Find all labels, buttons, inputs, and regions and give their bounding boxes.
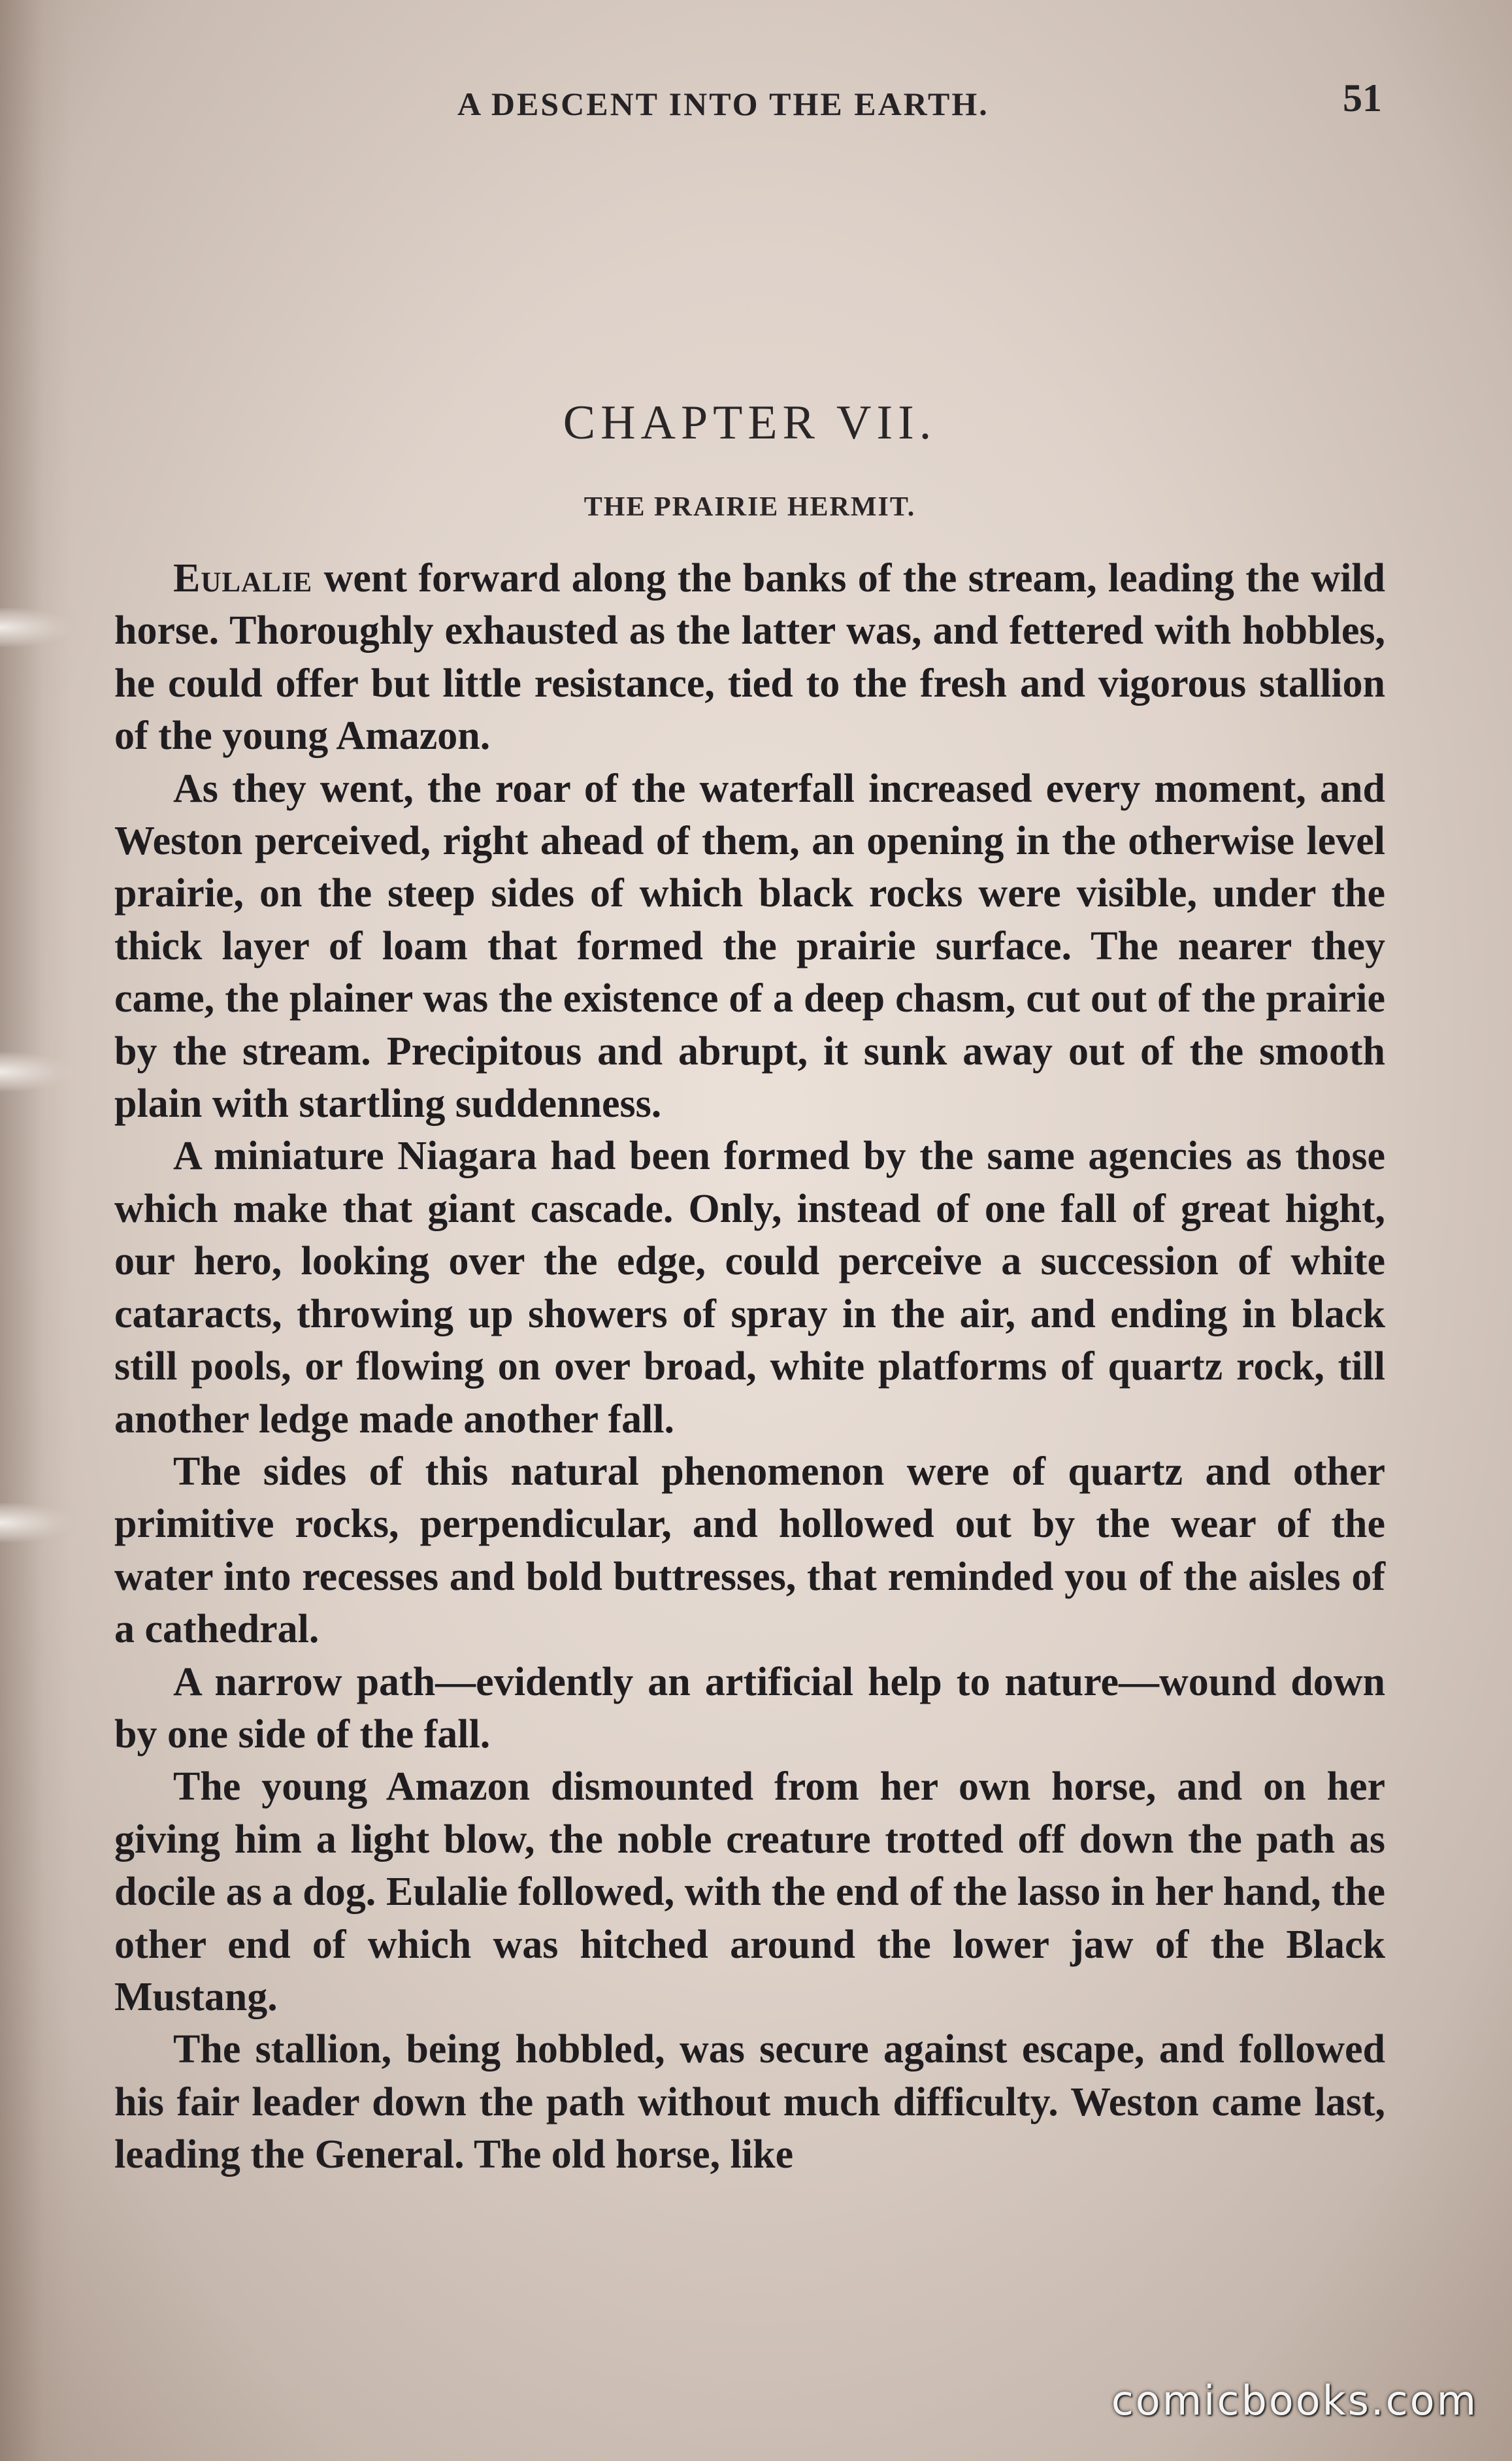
paragraph: The sides of this natural phenomenon were of quartz and other primitive rocks, perpendicular, and hollowed out by the wear of the water into recesses and bold buttresses, that reminded you of the aisles of a cathedral.	[114, 1449, 1385, 1652]
page-tear-mark	[0, 1503, 72, 1542]
page-tear-mark	[0, 1052, 72, 1091]
paragraph: The stallion, being hobbled, was secure against escape, and followed his fair leader down the path without much difficulty. Weston came last, leading the General. The old horse, like	[114, 2027, 1385, 2177]
chapter-title: CHAPTER VII.	[563, 396, 937, 450]
paragraph-text: went forward along the banks of the stream, leading the wild horse. Thoroughly exhausted as the latter was, and fettered with hobbles, he could offer but little resistance, tied to the fresh and vigorous stallion of the young Amazon.	[114, 556, 1385, 759]
paragraph: A narrow path—evidently an artificial help to nature—wound down by one side of the fall.	[114, 1659, 1385, 1757]
running-head: A DESCENT INTO THE EARTH.	[457, 86, 989, 122]
page-header	[118, 73, 1382, 132]
paragraph-lead-word: Eulalie	[173, 556, 313, 601]
chapter-subtitle: THE PRAIRIE HERMIT.	[583, 492, 916, 522]
paragraph: As they went, the roar of the waterfall increased every moment, and Weston perceived, right ahead of them, an opening in the otherwise level prairie, on the steep sides of which black rocks were visible, under the thick layer of loam that formed the prairie surface. The nearer they came, the plainer was the existence of a deep chasm, cut out of the prairie by the stream. Precipitous and abrupt, it sunk away out of the smooth plain with startling suddenness.	[114, 766, 1385, 1127]
page-edge-shadow	[0, 0, 72, 2461]
paragraph: The young Amazon dismounted from her own horse, and on her giving him a light blow, the noble creature trotted off down the path as docile as a dog. Eulalie followed, with the end of the lasso in her hand, the other end of which was hitched around the lower jaw of the Black Mustang.	[114, 1764, 1385, 2019]
paragraph: A miniature Niagara had been formed by the same agencies as those which make that giant cascade. Only, instead of one fall of great hight, our hero, looking over the edge, could perceive a succession of white cataracts, throwing up showers of spray in the air, and ending in black still pools, or flowing on over broad, white platforms of quartz rock, till another ledge made another fall.	[114, 1134, 1385, 1442]
paragraph	[114, 552, 1385, 763]
page-number: 51	[1343, 76, 1382, 120]
watermark: comicbooks.com	[1111, 2377, 1478, 2424]
body-text	[114, 552, 1385, 2181]
page-tear-mark	[0, 608, 72, 647]
